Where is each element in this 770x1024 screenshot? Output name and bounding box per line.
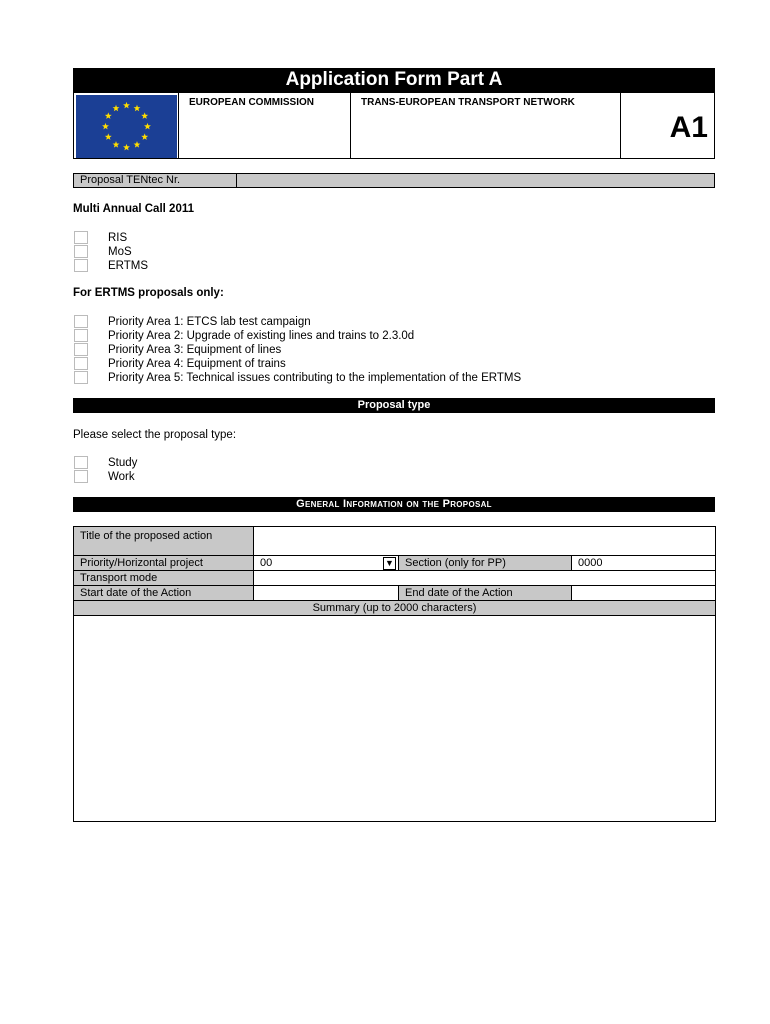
proposal-nr-row — [73, 173, 715, 188]
proposal-type-bar: Proposal type — [73, 398, 715, 413]
table-row — [74, 571, 716, 586]
table-row — [74, 586, 716, 601]
checkbox-priority-area-5[interactable] — [74, 371, 88, 384]
table-row — [74, 601, 716, 616]
transport-input[interactable] — [254, 571, 716, 586]
priority-label: Priority/Horizontal project — [74, 556, 254, 571]
priority-value: 00 — [260, 557, 273, 569]
star-icon — [123, 144, 130, 151]
checkbox-mos[interactable] — [74, 245, 88, 258]
form-title: Application Form Part A — [73, 68, 715, 92]
flag-cell — [74, 93, 179, 158]
checkbox-priority-area-3[interactable] — [74, 343, 88, 356]
star-icon — [105, 133, 112, 140]
option-priority-area-1: Priority Area 1: ETCS lab test campaign — [108, 316, 311, 328]
option-work: Work — [108, 471, 135, 483]
option-priority-area-2: Priority Area 2: Upgrade of existing lines and trains to 2.3.0d — [108, 330, 415, 342]
star-icon — [134, 105, 141, 112]
proposal-nr-field[interactable] — [238, 174, 714, 187]
star-icon — [144, 123, 151, 130]
start-date-input[interactable] — [254, 586, 399, 601]
proposal-nr-label: Proposal TENtec Nr. — [74, 174, 237, 187]
option-ris: RIS — [108, 232, 128, 244]
form-header — [73, 92, 715, 159]
star-icon — [102, 123, 109, 130]
star-icon — [141, 133, 148, 140]
option-ertms: ERTMS — [108, 260, 149, 272]
table-row — [74, 556, 716, 571]
option-priority-area-5: Priority Area 5: Technical issues contributing to the implementation of the ERTMS — [108, 372, 522, 384]
star-icon — [134, 141, 141, 148]
start-date-label: Start date of the Action — [74, 586, 254, 601]
checkbox-priority-area-1[interactable] — [74, 315, 88, 328]
option-priority-area-4: Priority Area 4: Equipment of trains — [108, 358, 286, 370]
section-input[interactable]: 0000 — [572, 556, 716, 571]
ertms-heading: For ERTMS proposals only: — [73, 287, 224, 299]
title-input[interactable] — [254, 527, 716, 556]
general-info-table — [73, 526, 716, 822]
checkbox-priority-area-2[interactable] — [74, 329, 88, 342]
star-icon — [113, 141, 120, 148]
section-label: Section (only for PP) — [399, 556, 572, 571]
end-date-label: End date of the Action — [399, 586, 572, 601]
star-icon — [123, 102, 130, 109]
transport-label: Transport mode — [74, 571, 254, 586]
checkbox-study[interactable] — [74, 456, 88, 469]
org-ten-t: TRANS-EUROPEAN TRANSPORT NETWORK — [351, 93, 621, 158]
org-european-commission: EUROPEAN COMMISSION — [179, 93, 351, 158]
checkbox-work[interactable] — [74, 470, 88, 483]
checkbox-priority-area-4[interactable] — [74, 357, 88, 370]
checkbox-ertms[interactable] — [74, 259, 88, 272]
option-study: Study — [108, 457, 138, 469]
priority-select[interactable] — [254, 556, 399, 571]
table-row — [74, 616, 716, 822]
end-date-input[interactable] — [572, 586, 716, 601]
summary-label: Summary (up to 2000 characters) — [74, 601, 716, 616]
star-icon — [105, 112, 112, 119]
call-heading: Multi Annual Call 2011 — [73, 203, 194, 215]
option-mos: MoS — [108, 246, 132, 258]
general-info-bar: General Information on the Proposal — [73, 497, 715, 512]
title-label: Title of the proposed action — [74, 527, 254, 556]
eu-flag-icon — [76, 95, 177, 158]
form-code: A1 — [669, 111, 708, 144]
dropdown-arrow-icon[interactable]: ▼ — [383, 557, 396, 570]
table-row — [74, 527, 716, 556]
star-icon — [141, 112, 148, 119]
proposal-type-prompt: Please select the proposal type: — [73, 429, 237, 441]
checkbox-ris[interactable] — [74, 231, 88, 244]
summary-textarea[interactable] — [74, 616, 716, 822]
option-priority-area-3: Priority Area 3: Equipment of lines — [108, 344, 282, 356]
star-icon — [113, 105, 120, 112]
